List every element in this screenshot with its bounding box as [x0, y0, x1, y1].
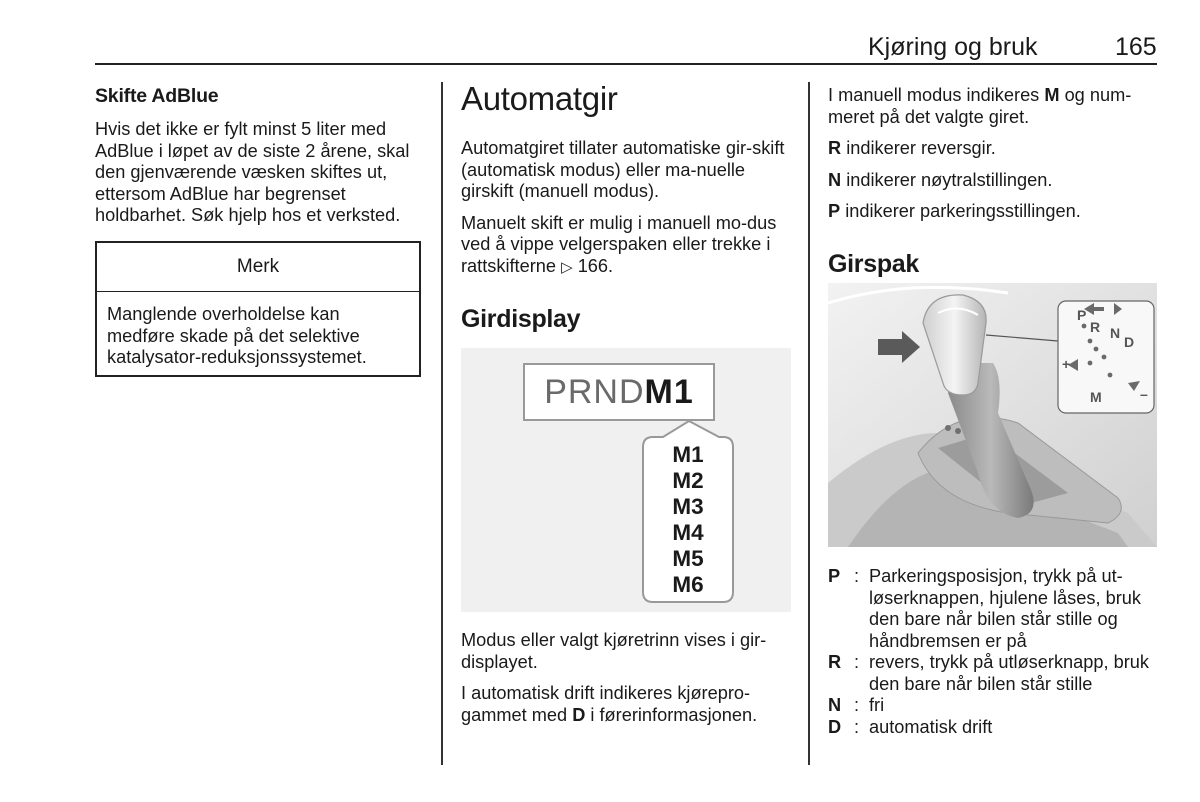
lever-label-minus: –	[1140, 386, 1148, 402]
gear-display-figure	[461, 348, 791, 612]
indicator-line	[828, 201, 1158, 223]
automatic-mode-text: I automatisk drift indikeres kjørepro-gammet med	[461, 683, 751, 725]
manual-mode-text-end: og num-meret på det valgte giret.	[828, 85, 1132, 127]
automatic-mode-text-end: i førerinformasjonen.	[590, 704, 758, 725]
lever-label-m: M	[1090, 389, 1102, 405]
legend-row	[828, 695, 1158, 717]
legend-row	[828, 717, 1158, 739]
legend-key: P	[828, 566, 841, 586]
manual-mode-key: M	[1044, 85, 1060, 105]
lever-label-d: D	[1124, 334, 1135, 350]
legend-separator: :	[854, 566, 860, 586]
gear-lever-figure	[828, 283, 1157, 547]
manual-shift-paragraph	[461, 213, 791, 279]
intro-paragraph: Automatgiret tillater automatiske gir-skift (automatisk modus) eller ma-nuelle girskift (manuell modus).	[461, 138, 785, 201]
lever-label-r: R	[1090, 319, 1101, 335]
gear-item: M2	[672, 468, 704, 493]
right-column	[828, 85, 1158, 279]
legend-separator: :	[854, 716, 860, 737]
chapter-title: Automatgir	[461, 80, 618, 117]
lever-label-n: N	[1110, 325, 1121, 341]
column-divider-1	[441, 82, 443, 765]
automatic-mode-key: D	[572, 704, 586, 725]
middle-column	[461, 80, 791, 334]
indicator-line	[828, 170, 1158, 192]
indicator-text: indikerer parkeringsstillingen.	[845, 201, 1081, 221]
display-paragraph: Modus eller valgt kjøretrinn vises i gir-displayet.	[461, 630, 767, 672]
legend-description: automatisk drift	[869, 716, 993, 737]
legend-row	[828, 652, 1158, 695]
indicator-line	[828, 138, 1158, 160]
legend-description: Parkeringsposisjon, trykk på ut-løserknappen, hjulene låses, bruk den bare når bilen står stille og håndbremsen er på	[869, 566, 1141, 651]
note-title: Merk	[97, 243, 419, 292]
left-column	[95, 85, 425, 237]
legend-key: N	[828, 695, 842, 715]
gear-lever-illustration	[828, 283, 1157, 547]
gear-legend	[828, 566, 1158, 738]
column-divider-2	[808, 82, 810, 765]
running-header-title: Kjøring og bruk	[868, 33, 1038, 61]
legend-description: fri	[869, 695, 885, 715]
manual-mode-paragraph	[828, 85, 1158, 128]
gear-item: M5	[672, 546, 704, 571]
section-heading-girspak: Girspak	[828, 249, 920, 278]
indicator-key: R	[828, 138, 842, 158]
lever-label-plus: +	[1062, 356, 1071, 372]
manual-mode-text: I manuell modus indikeres	[828, 85, 1040, 105]
page-reference-icon: ▷	[561, 258, 573, 276]
lever-label-p: P	[1077, 307, 1087, 323]
legend-separator: :	[854, 695, 860, 715]
legend-key: R	[828, 652, 842, 672]
legend-description: revers, trykk på utløserknapp, bruk den bare når bilen står stille	[869, 652, 1149, 694]
page-number: 165	[1115, 33, 1157, 61]
header-divider	[95, 63, 1157, 65]
indicator-key: N	[828, 169, 842, 190]
note-box	[95, 241, 421, 377]
indicator-text: indikerer nøytralstillingen.	[846, 169, 1053, 190]
section-heading-girdisplay: Girdisplay	[461, 305, 581, 333]
gear-item: M4	[672, 520, 704, 545]
page-reference-link[interactable]: 166.	[577, 255, 614, 276]
middle-column-lower	[461, 630, 791, 736]
indicator-text: indikerer reversgir.	[846, 138, 996, 158]
legend-row	[828, 566, 1158, 652]
adblue-paragraph: Hvis det ikke er fylt minst 5 liter med AdBlue i løpet av de siste 2 årene, skal den gjenværende væsken skiftes ut, ettersom AdBlue har begrenset holdbarhet. Søk hjelp hos et verksted.	[95, 119, 410, 225]
gear-list-bubble	[461, 348, 791, 612]
section-heading-adblue: Skifte AdBlue	[95, 85, 219, 107]
manual-shift-text: Manuelt skift er mulig i manuell mo-dus ved å vippe velgerspaken eller trekke i rattskifterne	[461, 212, 777, 276]
note-text: Manglende overholdelse kan medføre skade på det selektive katalysator-reduksjonssystemet.	[107, 304, 367, 367]
gear-item: M6	[672, 572, 704, 597]
legend-separator: :	[854, 652, 860, 672]
gear-display-current: M1	[644, 372, 694, 411]
automatic-mode-paragraph	[461, 683, 791, 726]
gear-item: M1	[672, 442, 704, 467]
indicator-key: P	[828, 201, 841, 221]
gear-item: M3	[672, 494, 704, 519]
gear-display-prefix: PRND	[544, 372, 645, 411]
legend-key: D	[828, 716, 842, 737]
gear-list	[643, 442, 733, 598]
